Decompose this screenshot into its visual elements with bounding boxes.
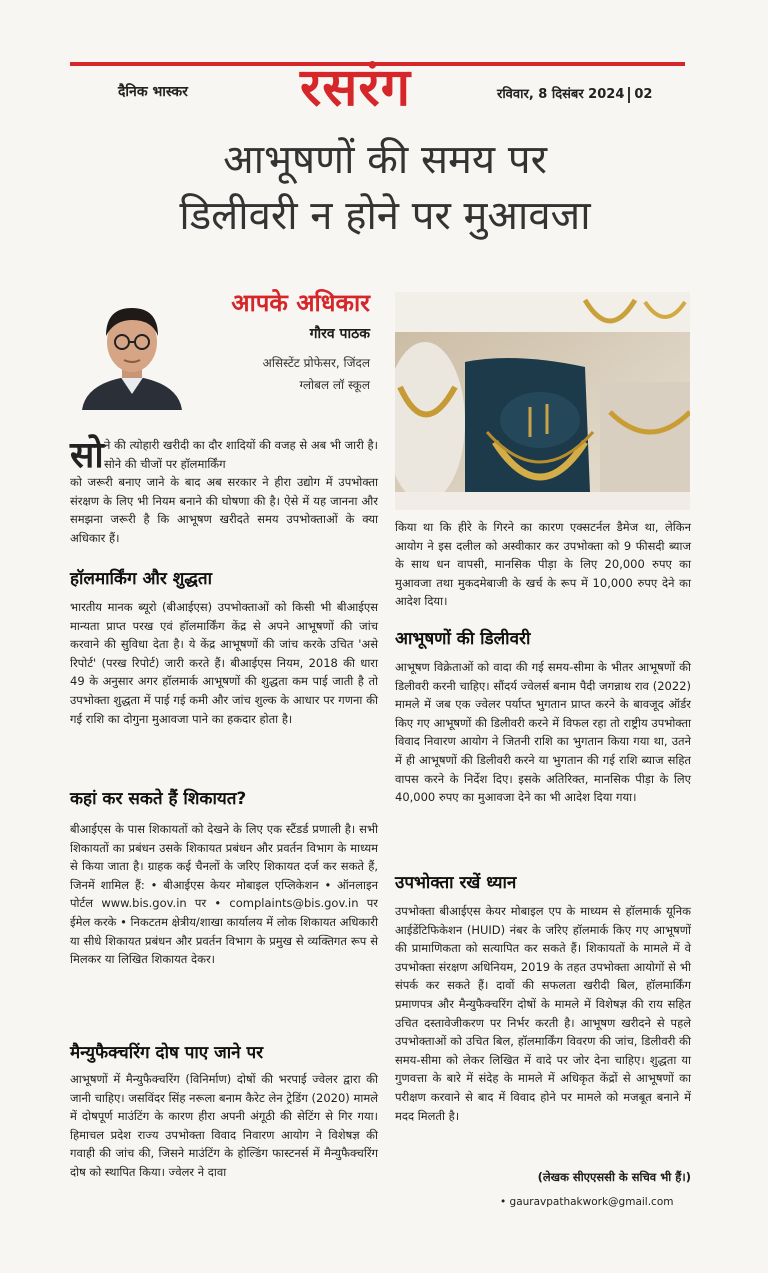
paper-name: दैनिक भास्कर [118,84,188,100]
author-email: • gauravpathakwork@gmail.com [500,1196,674,1208]
page-number: 02 [634,87,653,102]
author-note: (लेखक सीएएससी के सचिव भी हैं।) [537,1170,691,1184]
issue-date: रविवार, 8 दिसंबर 2024 [497,87,625,102]
section-body-complaints: बीआईएस के पास शिकायतों को देखने के लिए एक स्टैंडर्ड प्रणाली है। सभी शिकायतों का प्रबंधन उसके शिकायत प्रबंधन और प्रवर्तन विभाग के माध्यम से किया जाता है। ग्राहक कई चैनलों के जरिए शिकायत दर्ज कर सकते हैं, जिनमें शामिल हैं: • बीआईएस केयर मोबाइल एप्लिकेशन • ऑनलाइन पोर्टल www.bis.gov.in पर • complaints@bis.gov.in पर ईमेल करके • निकटतम क्षेत्रीय/शाखा कार्यालय में लोक शिकायत अधिकारी या सीधे शिकायत प्रबंधन और प्रवर्तन विभाग के प्रमुख से व्यक्तिगत रूप से मिलकर या लिखित शिकायत देकर। [70,822,378,967]
headline [40,132,730,244]
section-masthead: रसरंग [300,57,411,118]
author-portrait [72,290,192,410]
author-title-line-2: ग्लोबल लॉ स्कूल [299,378,370,392]
jewellery-photo [395,292,690,510]
section-body-defects: आभूषणों में मैन्युफैक्चरिंग (विनिर्माण) दोषों की भरपाई ज्वेलर द्वारा की जानी चाहिए। जसविंदर सिंह नरूला बनाम कैरेट लेन ट्रेडिंग (2020) मामले में दोषपूर्ण माउंटिंग के कारण हीरा अपनी अंगूठी की सेटिंग से गिर गया। हिमाचल प्रदेश राज्य उपभोक्ता विवाद निवारण आयोग ने विशेषज्ञ की गवाही की जांच की, जिसने माउंटिंग के होल्डिंग फास्टनर्स में मैन्युफैक्चरिंग दोष को स्थापित किया। ज्वेलर ने दावा [70,1072,378,1179]
section-heading-hallmarking: हॉलमार्किंग और शुद्धता [70,569,212,589]
headline-line-1: आभूषणों की समय पर [223,137,547,183]
section-heading-defects: मैन्युफैक्चरिंग दोष पाए जाने पर [70,1043,264,1063]
column-name: आपके अधिकार [231,289,370,317]
drop-cap: सो [70,435,104,476]
section-body-delivery: आभूषण विक्रेताओं को वादा की गई समय-सीमा के भीतर आभूषणों की डिलीवरी करनी चाहिए। सौंदर्य ज्वेलर्स बनाम पैदी जगन्नाथ राव (2022) मामले में जब एक ज्वेलर पर्याप्त भुगतान प्राप्त करने के बावजूद ऑर्डर किए गए आभूषणों की डिलीवरी करने में विफल रहा तो राष्ट्रीय उपभोक्ता विवाद निवारण आयोग ने जितनी राशि का भुगतान किया गया था, उतने में ही आभूषणों की डिलीवरी करने या भुगतान की गई राशि ब्याज सहित वापस करने के निर्देश दिए। इसके अतिरिक्त, मानसिक पीड़ा के लिए 40,000 रुपए का मुआवजा देने का भी आदेश दिया गया। [395,660,691,805]
author-affiliation [210,352,370,396]
section-body-consumer-care: उपभोक्ता बीआईएस केयर मोबाइल एप के माध्यम से हॉलमार्क यूनिक आईडेंटिफिकेशन (HUID) नंबर के जरिए हॉलमार्क किए गए आभूषणों की प्रामाणिकता को सत्यापित कर सकते हैं। शिकायतों के मामले में वे उपभोक्ता संरक्षण अधिनियम, 2019 के तहत उपभोक्ता आयोगों से भी संपर्क कर सकते हैं। दावों की सफलता खरीदी बिल, हॉलमार्किंग प्रमाणपत्र और मैन्युफैक्चरिंग दोषों के मामले में विशेषज्ञ की राय सहित उचित दस्तावेजीकरण पर निर्भर करती है। आभूषण खरीदने से पहले उपभोक्ताओं को उचित बिल, हॉलमार्किंग विवरण की जांच, डिलीवरी की समय-सीमा को लेकर लिखित में वादे पर जोर देना चाहिए। शुद्धता या गुणवत्ता के बारे में संदेह के मामले में अधिकृत केंद्रों से आभूषणों का परीक्षण करवाने से बाद में विवाद होने पर मामले को मजबूत बनाने में मदद मिलती है। [395,904,691,1123]
section-heading-consumer-care: उपभोक्ता रखें ध्यान [395,873,517,893]
intro-paragraph-part1: ने की त्योहारी खरीदी का दौर शादियों की वजह से अब भी जारी है। सोने की चीजों पर हॉलमार्किंग [104,438,378,471]
author-name: गौरव पाठक [309,326,370,342]
intro-paragraph-part2: को जरूरी बनाए जाने के बाद अब सरकार ने हीरा उद्योग में उपभोक्ता संरक्षण के लिए भी नियम बनाने की घोषणा की है। ऐसे में यह जानना और समझना जरूरी है कि आभूषण खरीदते समय उपभोक्ताओं के क्या अधिकार हैं। [70,475,378,545]
section-heading-complaints: कहां कर सकते हैं शिकायत? [70,789,247,809]
headline-line-2: डिलीवरी न होने पर मुआवजा [179,193,591,239]
section-body-defects-continued: किया था कि हीरे के गिरने का कारण एक्सटर्नल डैमेज था, लेकिन आयोग ने इस दलील को अस्वीकार कर उपभोक्ता को 9 फीसदी ब्याज के साथ धन वापसी, मानसिक पीड़ा के लिए 20,000 रुपए का मुआवजा तथा मुकदमेबाजी के खर्च के रूप में 10,000 रुपए देने का आदेश दिया। [395,520,691,609]
dateline-separator [628,87,630,103]
section-body-hallmarking: भारतीय मानक ब्यूरो (बीआईएस) उपभोक्ताओं को किसी भी बीआईएस मान्यता प्राप्त परख एवं हॉलमार्किंग केंद्र से अपने आभूषणों की जांच करवाने की सुविधा देता है। ये केंद्र आभूषणों की जांच करके उचित 'असे रिपोर्ट' (परख रिपोर्ट) जारी करते हैं। बीआईएस नियम, 2018 की धारा 49 के अनुसार अगर हॉलमार्क आभूषणों की शुद्धता कम पाई जाती है तो उपभोक्ता शुद्धता में पाई गई कमी और जांच शुल्क के आधार पर गणना की गई राशि का दोगुना मुआवजा पाने का हकदार होता है। [70,600,378,726]
section-heading-delivery: आभूषणों की डिलीवरी [395,629,531,649]
author-title-line-1: असिस्टेंट प्रोफेसर, जिंदल [262,356,370,370]
dateline [497,84,652,103]
